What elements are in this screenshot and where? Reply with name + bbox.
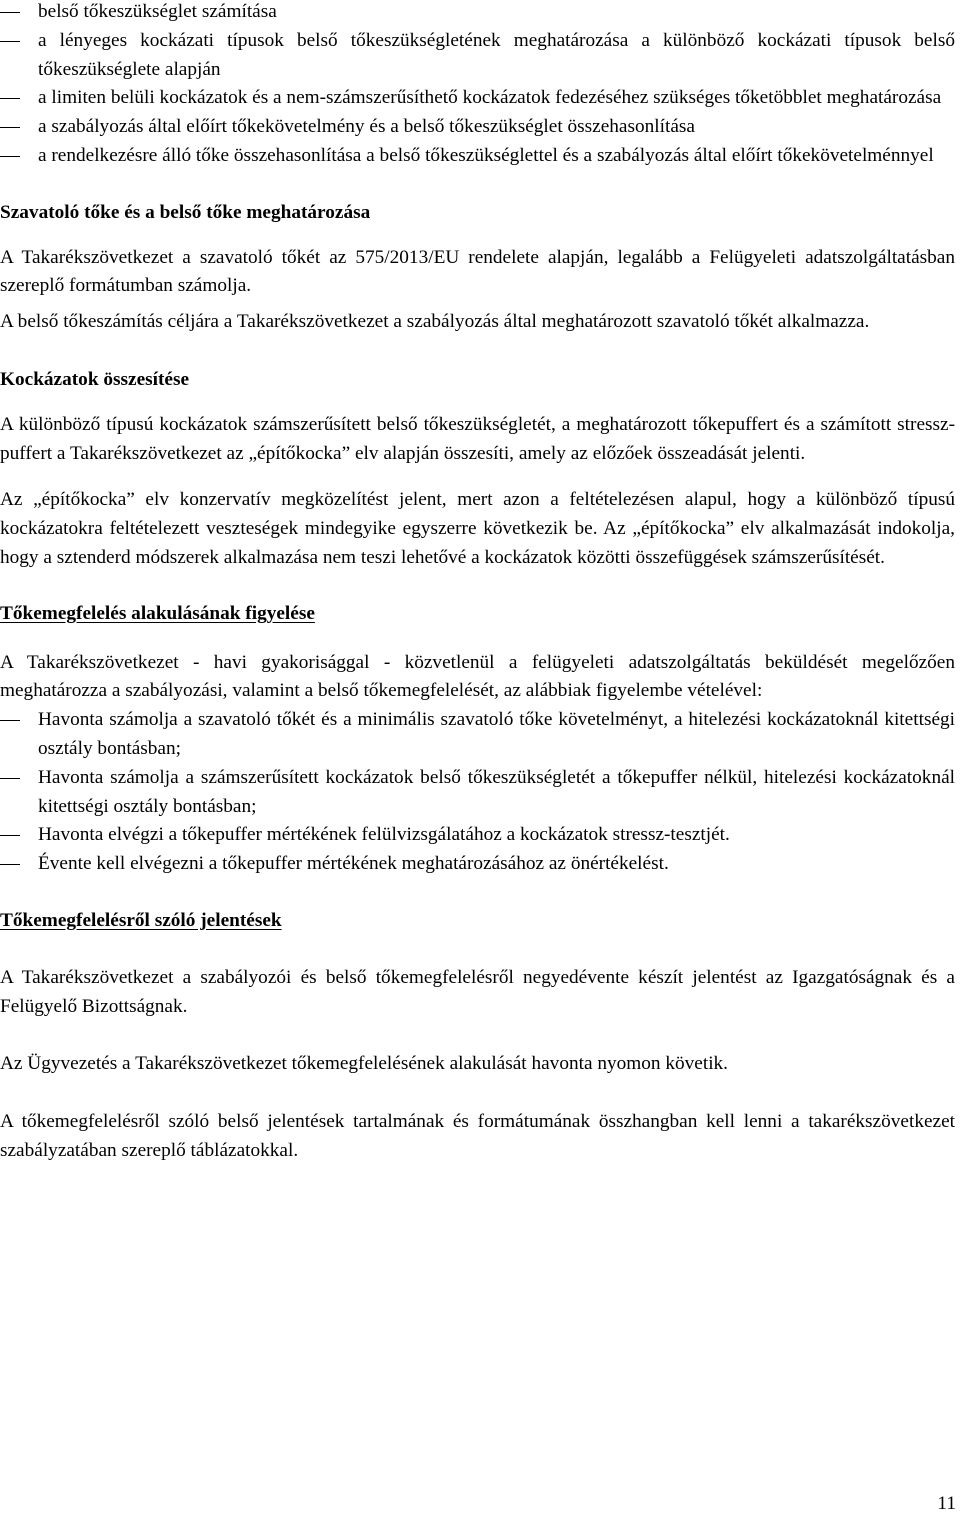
- dash-bullet: [0, 720, 20, 721]
- list-item: Havonta számolja a szavatoló tőkét és a minimális szavatoló tőke követelményt, a hitelezési kockázatoknál kitettségi osztály bontásban;: [0, 706, 955, 764]
- paragraph: A Takarékszövetkezet - havi gyakorisággal - közvetlenül a felügyeleti adatszolgáltatás beküldését megelőzően meghatározza a szabályozási, valamint a belső tőkemegfelelését, az alábbiak figyelembe vételével:: [0, 651, 955, 702]
- paragraph: Az Ügyvezetés a Takarékszövetkezet tőkemegfelelésének alakulását havonta nyomon követik.: [0, 1053, 729, 1075]
- list-item: a szabályozás által előírt tőkekövetelmény és a belső tőkeszükséglet összehasonlítása: [0, 113, 955, 142]
- section-heading-own-funds: Szavatoló tőke és a belső tőke meghatározása: [0, 201, 371, 223]
- dash-bullet: [0, 835, 20, 836]
- list-item: a lényeges kockázati típusok belső tőkeszükségletének meghatározása a különböző kockázati típusok belső tőkeszükséglete alapján: [0, 27, 955, 85]
- list-item: Havonta számolja a számszerűsített kockázatok belső tőkeszükségletét a tőkepuffer nélkül, hitelezési kockázatoknál kitettségi osztály bontásban;: [0, 764, 955, 822]
- dash-bullet: [0, 156, 20, 157]
- dash-bullet: [0, 98, 20, 99]
- paragraph: A tőkemegfelelésről szóló belső jelentések tartalmának és formátumának összhangban kell lenni a takarékszövetkezet szabályzatában szereplő táblázatokkal.: [0, 1111, 955, 1161]
- page-number: 11: [937, 1493, 956, 1514]
- dash-bullet: [0, 12, 20, 13]
- dash-bullet: [0, 41, 20, 42]
- section-heading-capital-monitoring: Tőkemegfelelés alakulásának figyelése: [0, 602, 315, 624]
- paragraph: Az „építőkocka” elv konzervatív megközelítést jelent, mert azon a feltételezésen alapul, hogy a különböző típusú kockázatokra feltételezett veszteségek mindegyike egyszerre következik be. Az „építőkocka” elv alkalmazását indokolja, hogy a sztenderd módszerek alkalmazása nem teszi lehetővé a kockázatok közötti összefüggések számszerűsítését.: [0, 489, 955, 568]
- list-item: Évente kell elvégezni a tőkepuffer mértékének meghatározásához az önértékelést.: [0, 850, 955, 879]
- section-heading-risk-aggregation: Kockázatok összesítése: [0, 368, 190, 390]
- paragraph: A különböző típusú kockázatok számszerűsített belső tőkeszükségletét, a meghatározott tőkepuffert és a számított stressz-puffert a Takarékszövetkezet az „építőkocka” elv alapján összesíti, amely az előzőek összeadását jelenti.: [0, 413, 955, 464]
- dash-bullet: [0, 778, 20, 779]
- paragraph: A Takarékszövetkezet a szabályozói és belső tőkemegfelelésről negyedévente készít jelentést az Igazgatóságnak és a Felügyelő Bizottságnak.: [0, 966, 955, 1017]
- paragraph: A Takarékszövetkezet a szavatoló tőkét az 575/2013/EU rendelete alapján, legalább a Felügyeleti adatszolgáltatásban szereplő formátumban számolja.: [0, 246, 955, 297]
- section-heading-capital-reports: Tőkemegfelelésről szóló jelentések: [0, 909, 282, 931]
- list-item: a rendelkezésre álló tőke összehasonlítása a belső tőkeszükséglettel és a szabályozás által előírt tőkekövetelménnyel: [0, 142, 955, 171]
- list-item: a limiten belüli kockázatok és a nem-számszerűsíthető kockázatok fedezéséhez szükséges tőketöbblet meghatározása: [0, 84, 955, 113]
- paragraph: A belső tőkeszámítás céljára a Takarékszövetkezet a szabályozás által meghatározott szavatoló tőkét alkalmazza.: [0, 311, 870, 333]
- dash-bullet: [0, 864, 20, 865]
- dash-bullet: [0, 127, 20, 128]
- list-item: Havonta elvégzi a tőkepuffer mértékének felülvizsgálatához a kockázatok stressz-tesztjét.: [0, 821, 955, 850]
- list-item: belső tőkeszükséglet számítása: [0, 0, 955, 27]
- monitoring-list: [0, 706, 955, 879]
- capital-steps-list: [0, 0, 955, 171]
